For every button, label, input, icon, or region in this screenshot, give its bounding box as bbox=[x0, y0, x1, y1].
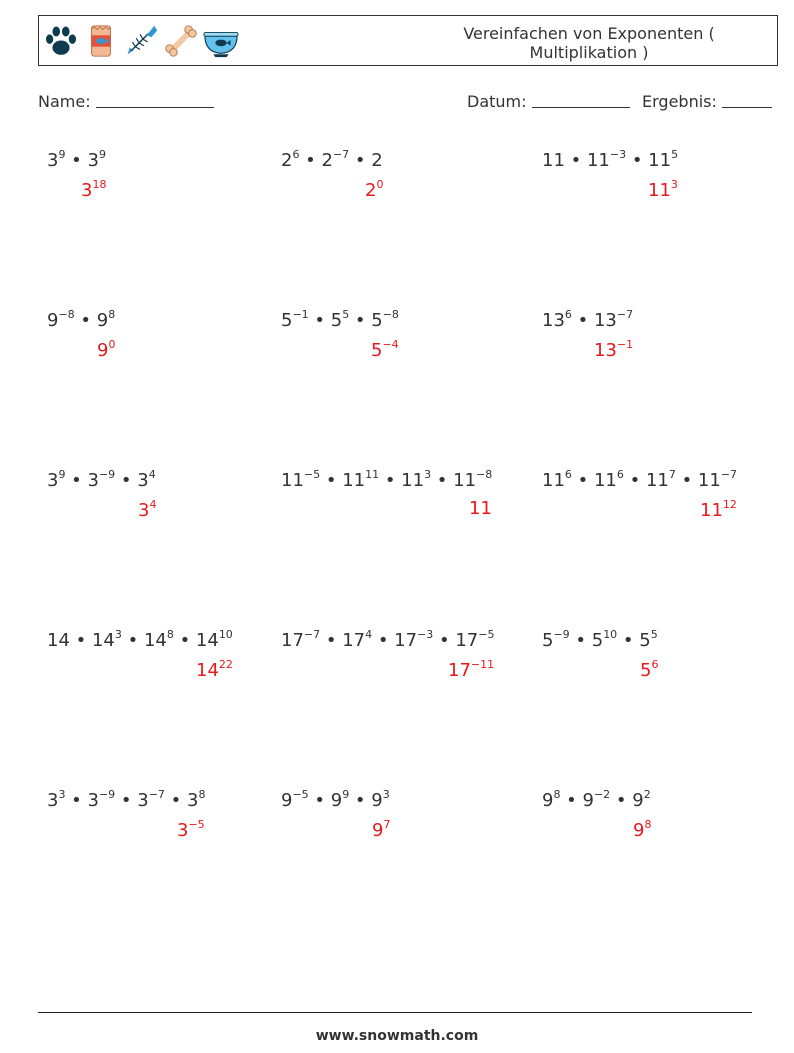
exponent: 6 bbox=[564, 308, 572, 321]
exponent: 3 bbox=[424, 468, 432, 481]
problem-expression bbox=[542, 148, 678, 171]
base: 9 bbox=[330, 790, 343, 811]
problem-answer bbox=[196, 658, 233, 681]
multiply-operator: • bbox=[431, 470, 454, 491]
exponent: 9 bbox=[98, 148, 106, 161]
date-field bbox=[467, 92, 630, 111]
multiply-operator: • bbox=[299, 150, 322, 171]
multiply-operator: • bbox=[65, 150, 88, 171]
exponent: −7 bbox=[332, 148, 350, 161]
exponent: 10 bbox=[218, 628, 233, 641]
base: 3 bbox=[138, 500, 150, 521]
exponent: −5 bbox=[292, 788, 309, 801]
exponent: 0 bbox=[376, 178, 384, 191]
fish-bone-icon bbox=[122, 22, 160, 60]
multiply-operator: • bbox=[164, 790, 187, 811]
date-label: Datum: bbox=[467, 92, 527, 111]
base: 11 bbox=[700, 500, 723, 521]
exponent: −3 bbox=[609, 148, 627, 161]
exponent: −9 bbox=[98, 468, 116, 481]
base: 11 bbox=[648, 180, 671, 201]
base: 11 bbox=[469, 498, 492, 519]
base: 5 bbox=[542, 630, 554, 651]
exponent: 4 bbox=[149, 498, 157, 511]
multiply-operator: • bbox=[433, 630, 456, 651]
base: 11 bbox=[645, 470, 669, 491]
problem-answer bbox=[700, 498, 737, 521]
exponent: 8 bbox=[166, 628, 174, 641]
exponent: 5 bbox=[671, 148, 679, 161]
base: 9 bbox=[633, 820, 645, 841]
exponent: 6 bbox=[651, 658, 659, 671]
result-label: Ergebnis: bbox=[642, 92, 717, 111]
exponent: 12 bbox=[722, 498, 737, 511]
problem-expression bbox=[542, 308, 633, 331]
exponent: 3 bbox=[58, 788, 66, 801]
base: 11 bbox=[586, 150, 610, 171]
base: 11 bbox=[648, 150, 672, 171]
exponent: −1 bbox=[292, 308, 309, 321]
problem-expression bbox=[281, 628, 494, 651]
multiply-operator: • bbox=[626, 150, 649, 171]
base: 5 bbox=[330, 310, 343, 331]
result-blank[interactable] bbox=[722, 92, 772, 108]
multiply-operator: • bbox=[320, 470, 343, 491]
problem-expression bbox=[281, 148, 383, 171]
multiply-operator: • bbox=[173, 630, 196, 651]
exponent: −11 bbox=[470, 658, 495, 671]
base: 14 bbox=[196, 660, 219, 681]
base: 14 bbox=[195, 630, 219, 651]
problem-answer bbox=[469, 498, 492, 519]
problem-expression bbox=[47, 468, 156, 491]
base: 17 bbox=[281, 630, 304, 651]
base: 11 bbox=[342, 470, 366, 491]
base: 3 bbox=[177, 820, 189, 841]
multiply-operator: • bbox=[349, 790, 372, 811]
base: 2 bbox=[365, 180, 377, 201]
exponent: 6 bbox=[616, 468, 624, 481]
exponent: 8 bbox=[553, 788, 561, 801]
problem-answer bbox=[81, 178, 106, 201]
base: 17 bbox=[448, 660, 471, 681]
exponent: 8 bbox=[198, 788, 206, 801]
base: 5 bbox=[640, 660, 652, 681]
base: 11 bbox=[542, 470, 565, 491]
multiply-operator: • bbox=[69, 630, 92, 651]
multiply-operator: • bbox=[379, 470, 402, 491]
base: 5 bbox=[639, 630, 651, 651]
bone-icon bbox=[162, 22, 200, 60]
base: 9 bbox=[542, 790, 554, 811]
base: 3 bbox=[87, 790, 99, 811]
base: 14 bbox=[143, 630, 167, 651]
multiply-operator: • bbox=[564, 150, 587, 171]
base: 9 bbox=[371, 790, 383, 811]
multiply-operator: • bbox=[115, 790, 138, 811]
base: 3 bbox=[137, 790, 149, 811]
exponent: 9 bbox=[58, 148, 66, 161]
multiply-operator: • bbox=[121, 630, 144, 651]
exponent: 8 bbox=[644, 818, 652, 831]
problem-answer bbox=[633, 818, 651, 841]
base: 11 bbox=[593, 470, 617, 491]
problem-expression bbox=[47, 148, 106, 171]
exponent: −7 bbox=[720, 468, 738, 481]
exponent: 7 bbox=[383, 818, 391, 831]
multiply-operator: • bbox=[349, 150, 372, 171]
base: 11 bbox=[281, 470, 304, 491]
problem-answer bbox=[177, 818, 205, 841]
multiply-operator: • bbox=[320, 630, 343, 651]
exponent: −4 bbox=[382, 338, 399, 351]
base: 11 bbox=[542, 150, 565, 171]
multiply-operator: • bbox=[349, 310, 372, 331]
base: 9 bbox=[281, 790, 293, 811]
fish-bowl-icon bbox=[202, 22, 240, 60]
name-field bbox=[38, 92, 214, 111]
multiply-operator: • bbox=[571, 310, 594, 331]
multiply-operator: • bbox=[675, 470, 698, 491]
multiply-operator: • bbox=[569, 630, 592, 651]
exponent: 2 bbox=[643, 788, 651, 801]
problem-expression bbox=[542, 468, 737, 491]
exponent: 6 bbox=[292, 148, 300, 161]
multiply-operator: • bbox=[115, 470, 138, 491]
problem-answer bbox=[640, 658, 658, 681]
base: 13 bbox=[594, 340, 617, 361]
problem-expression bbox=[542, 788, 651, 811]
multiply-operator: • bbox=[65, 790, 88, 811]
base: 3 bbox=[47, 790, 59, 811]
base: 5 bbox=[371, 310, 383, 331]
exponent: −8 bbox=[476, 468, 493, 481]
name-label: Name: bbox=[38, 92, 91, 111]
base: 13 bbox=[542, 310, 565, 331]
multiply-operator: • bbox=[560, 790, 583, 811]
problem-expression bbox=[542, 628, 658, 651]
exponent: −5 bbox=[478, 628, 495, 641]
exponent: −2 bbox=[593, 788, 611, 801]
exponent: −7 bbox=[148, 788, 165, 801]
base: 9 bbox=[372, 820, 384, 841]
base: 3 bbox=[81, 180, 93, 201]
exponent: −8 bbox=[58, 308, 75, 321]
exponent: 11 bbox=[365, 468, 380, 481]
problem-expression bbox=[47, 788, 205, 811]
exponent: 3 bbox=[114, 628, 122, 641]
multiply-operator: • bbox=[74, 310, 97, 331]
multiply-operator: • bbox=[617, 630, 640, 651]
exponent: −9 bbox=[553, 628, 570, 641]
problem-expression bbox=[281, 468, 492, 491]
base: 2 bbox=[321, 150, 333, 171]
multiply-operator: • bbox=[308, 310, 331, 331]
exponent: 3 bbox=[382, 788, 390, 801]
header-icons bbox=[42, 21, 242, 61]
exponent: 10 bbox=[603, 628, 618, 641]
exponent: −1 bbox=[616, 338, 634, 351]
exponent: 4 bbox=[148, 468, 156, 481]
base: 3 bbox=[47, 150, 59, 171]
base: 9 bbox=[632, 790, 644, 811]
problem-answer bbox=[648, 178, 678, 201]
exponent: 18 bbox=[92, 178, 107, 191]
base: 14 bbox=[47, 630, 70, 651]
problem-expression bbox=[281, 788, 390, 811]
base: 13 bbox=[593, 310, 617, 331]
problem-expression bbox=[281, 308, 399, 331]
exponent: 3 bbox=[670, 178, 678, 191]
base: 3 bbox=[186, 790, 199, 811]
base: 17 bbox=[342, 630, 366, 651]
base: 3 bbox=[47, 470, 59, 491]
footer-divider bbox=[38, 1012, 752, 1013]
worksheet-title: Vereinfachen von Exponenten ( Multiplikation ) bbox=[463, 24, 715, 62]
problem-answer bbox=[138, 498, 156, 521]
base: 11 bbox=[697, 470, 721, 491]
problem-expression bbox=[47, 628, 233, 651]
exponent: −5 bbox=[188, 818, 205, 831]
problem-expression bbox=[47, 308, 115, 331]
paw-icon bbox=[42, 22, 80, 60]
exponent: −7 bbox=[303, 628, 321, 641]
multiply-operator: • bbox=[372, 630, 395, 651]
base: 2 bbox=[371, 150, 383, 171]
base: 9 bbox=[47, 310, 59, 331]
footer-site: www.snowmath.com bbox=[315, 1028, 479, 1044]
base: 9 bbox=[582, 790, 594, 811]
worksheet-header bbox=[38, 15, 778, 66]
multiply-operator: • bbox=[623, 470, 646, 491]
base: 17 bbox=[455, 630, 479, 651]
multiply-operator: • bbox=[571, 470, 594, 491]
problem-answer bbox=[371, 338, 399, 361]
base: 11 bbox=[401, 470, 425, 491]
exponent: 8 bbox=[108, 308, 116, 321]
exponent: 7 bbox=[668, 468, 676, 481]
exponent: 6 bbox=[564, 468, 572, 481]
base: 9 bbox=[96, 310, 109, 331]
name-blank[interactable] bbox=[96, 92, 214, 108]
exponent: 4 bbox=[365, 628, 373, 641]
exponent: −7 bbox=[616, 308, 634, 321]
base: 5 bbox=[591, 630, 604, 651]
exponent: −5 bbox=[303, 468, 321, 481]
base: 11 bbox=[453, 470, 477, 491]
exponent: 0 bbox=[108, 338, 116, 351]
base: 9 bbox=[97, 340, 109, 361]
base: 3 bbox=[87, 470, 99, 491]
exponent: −3 bbox=[417, 628, 434, 641]
multiply-operator: • bbox=[308, 790, 331, 811]
base: 3 bbox=[87, 150, 99, 171]
base: 3 bbox=[137, 470, 149, 491]
base: 5 bbox=[281, 310, 293, 331]
problem-answer bbox=[594, 338, 633, 361]
multiply-operator: • bbox=[65, 470, 88, 491]
problem-answer bbox=[448, 658, 494, 681]
exponent: −8 bbox=[382, 308, 399, 321]
fish-food-bag-icon bbox=[82, 22, 120, 60]
problem-answer bbox=[372, 818, 390, 841]
exponent: 5 bbox=[342, 308, 350, 321]
base: 17 bbox=[394, 630, 418, 651]
date-blank[interactable] bbox=[532, 92, 630, 108]
exponent: 9 bbox=[58, 468, 66, 481]
exponent: 9 bbox=[342, 788, 350, 801]
base: 5 bbox=[371, 340, 383, 361]
base: 14 bbox=[91, 630, 115, 651]
problem-answer bbox=[97, 338, 115, 361]
result-field bbox=[642, 92, 772, 111]
exponent: 5 bbox=[650, 628, 658, 641]
exponent: 22 bbox=[218, 658, 233, 671]
base: 2 bbox=[281, 150, 293, 171]
multiply-operator: • bbox=[610, 790, 633, 811]
problem-answer bbox=[365, 178, 383, 201]
exponent: −9 bbox=[98, 788, 116, 801]
